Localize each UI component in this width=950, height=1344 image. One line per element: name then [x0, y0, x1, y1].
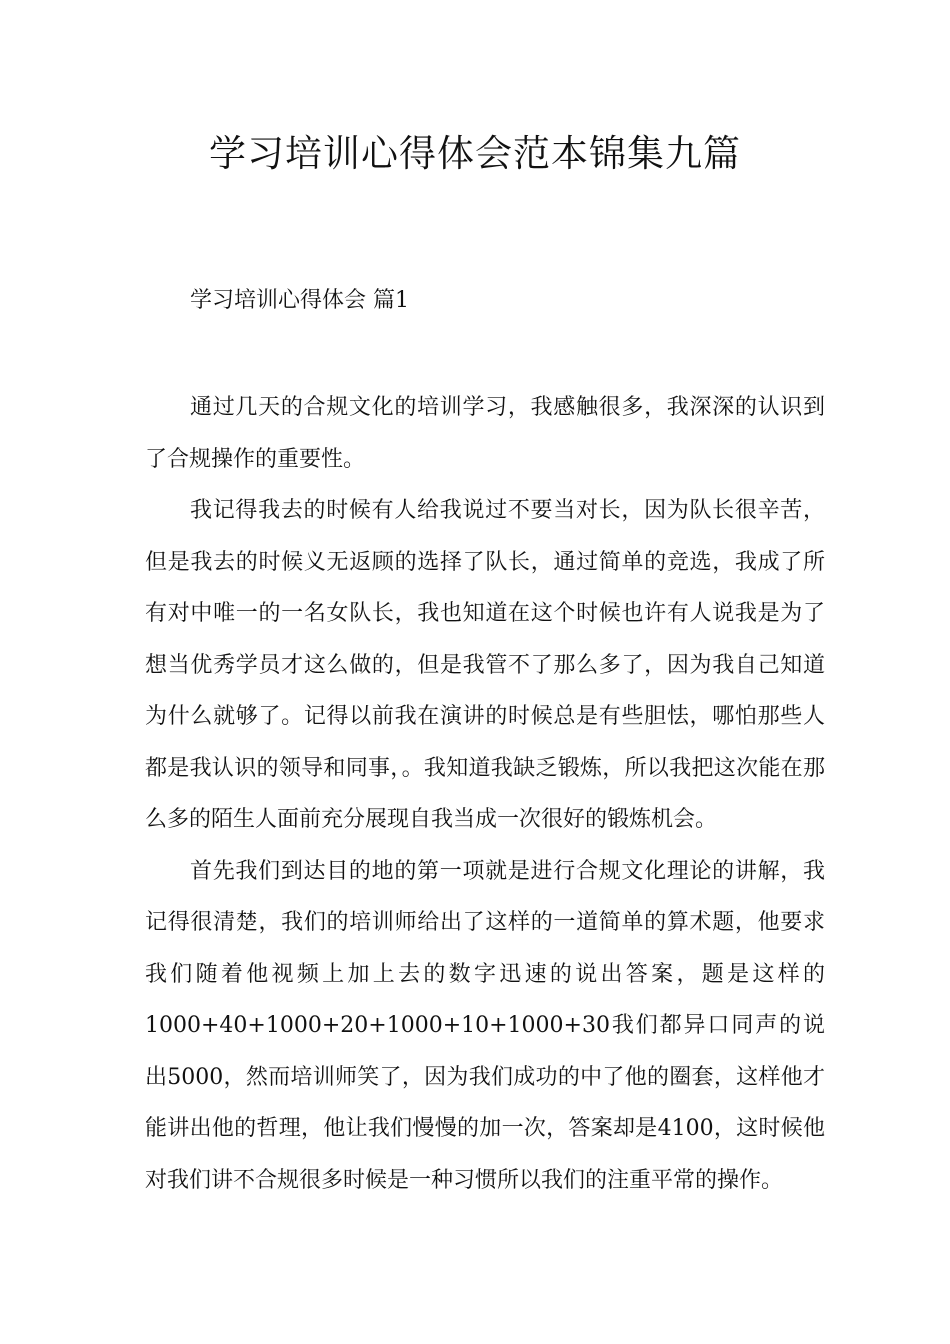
document-title: 学习培训心得体会范本锦集九篇: [209, 132, 741, 175]
paragraph: 通过几天的合规文化的培训学习，我感触很多，我深深的认识到了合规操作的重要性。: [145, 395, 825, 472]
paragraph: 首先我们到达目的地的第一项就是进行合规文化理论的讲解，我记得很清楚，我们的培训师给出了这样的一道简单的算术题，他要求我们随着他视频上加上去的数字迅速的说出答案，题是这样的1000+40+1000+20+1000+10+1000+30我们都异口同声的说出5000，然而培训师笑了，因为我们成功的中了他的圈套，这样他才能讲出他的哲理，他让我们慢慢的加一次，答案却是4100，这时候他对我们讲不合规很多时候是一种习惯所以我们的注重平常的操作。: [145, 858, 825, 1193]
paragraph: 我记得我去的时候有人给我说过不要当对长，因为队长很辛苦，但是我去的时候义无返顾的选择了队长，通过简单的竞选，我成了所有对中唯一的一名女队长，我也知道在这个时候也许有人说我是为了想当优秀学员才这么做的，但是我管不了那么多了，因为我自己知道为什么就够了。记得以前我在演讲的时候总是有些胆怯，哪怕那些人都是我认识的领导和同事，。我知道我缺乏锻炼，所以我把这次能在那么多的陌生人面前充分展现自我当成一次很好的锻炼机会。: [145, 498, 825, 832]
section-heading: 学习培训心得体会 篇1: [190, 288, 409, 313]
document-body: [145, 382, 825, 1206]
